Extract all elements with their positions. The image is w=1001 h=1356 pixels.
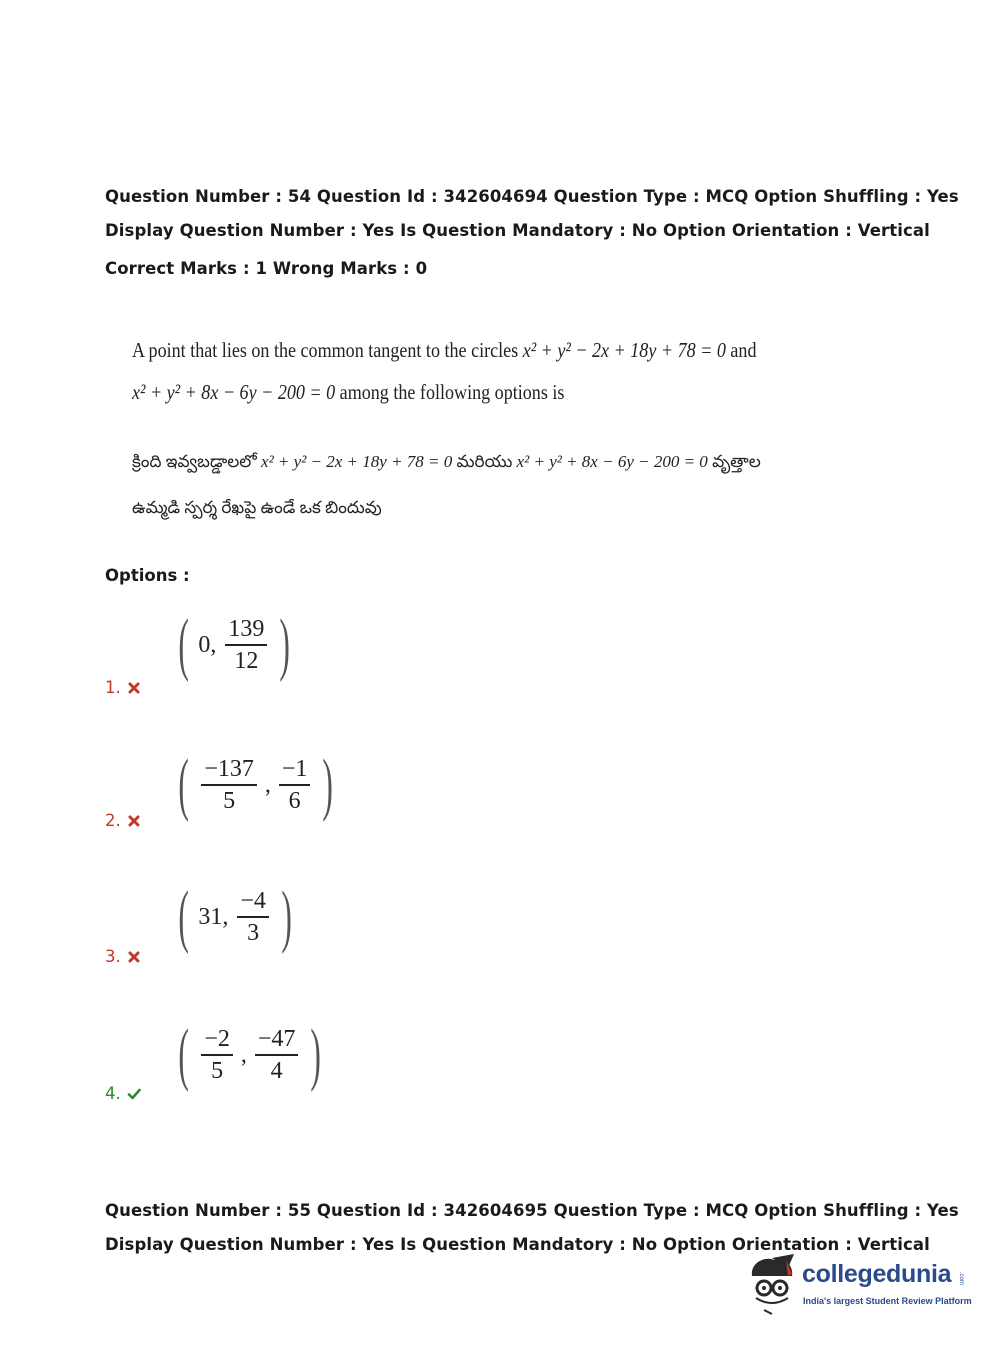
circle-equation-1: x² + y² − 2x + 18y + 78 = 0 bbox=[522, 338, 726, 362]
right-paren: ) bbox=[279, 606, 291, 683]
question-text-telugu-line-2: ఉమ్మడి స్పర్శ రేఖపై ఉండే ఒక బిందువు bbox=[132, 498, 382, 517]
left-paren: ( bbox=[178, 746, 189, 823]
fraction: $\frac{-137}{5}$ bbox=[201, 754, 257, 816]
option-2-math: ( $\frac{-137}{5}$ , $\frac{-1}{6}$ ) bbox=[178, 746, 334, 823]
mascot-icon bbox=[742, 1254, 804, 1316]
left-paren: ( bbox=[178, 1016, 189, 1093]
collegedunia-logo bbox=[742, 1254, 972, 1314]
left-paren: ( bbox=[178, 606, 189, 683]
question-marks-line: Correct Marks : 1 Wrong Marks : 0 bbox=[105, 259, 428, 278]
right-paren: ) bbox=[310, 1016, 322, 1093]
option-1-math: ( 0, $\frac{139}{12}$ ) bbox=[178, 606, 291, 683]
logo-tagline: India's largest Student Review Platform bbox=[803, 1296, 972, 1306]
question-meta-line-1: Question Number : 54 Question Id : 342604694 Question Type : MCQ Option Shuffling : Yes bbox=[105, 187, 959, 206]
fraction: $\frac{-47}{4}$ bbox=[255, 1024, 299, 1086]
left-paren: ( bbox=[178, 878, 189, 955]
right-paren: ) bbox=[322, 746, 334, 823]
option-3-label[interactable]: 3. bbox=[105, 947, 141, 966]
wrong-cross-icon bbox=[127, 681, 141, 695]
option-3-math: ( 31, $\frac{-4}{3}$ ) bbox=[178, 878, 292, 955]
logo-com: .com bbox=[958, 1272, 964, 1286]
question-text-telugu-line-1: క్రింది ఇవ్వబడ్డాలలో x² + y² − 2x + 18y + 78 = 0 మరియు x² + y² + 8x − 6y − 200 = 0 వృత్తాల bbox=[132, 452, 761, 471]
next-question-meta-line-2: Display Question Number : Yes Is Question Mandatory : No Option Orientation : Vertical bbox=[105, 1235, 930, 1254]
fraction: $\frac{-2}{5}$ bbox=[201, 1024, 233, 1086]
fraction: $\frac{-4}{3}$ bbox=[237, 886, 269, 948]
fraction: $\frac{139}{12}$ bbox=[225, 614, 267, 676]
question-meta-line-2: Display Question Number : Yes Is Question Mandatory : No Option Orientation : Vertical bbox=[105, 221, 930, 240]
question-text-english-line-2: x² + y² + 8x − 6y − 200 = 0 among the following options is bbox=[132, 380, 565, 404]
wrong-cross-icon bbox=[127, 950, 141, 964]
option-1-label[interactable]: 1. bbox=[105, 678, 141, 697]
fraction: $\frac{-1}{6}$ bbox=[279, 754, 311, 816]
option-4-label[interactable]: 4. bbox=[105, 1084, 141, 1103]
question-text-english-line-1: A point that lies on the common tangent to the circles x² + y² − 2x + 18y + 78 = 0 and bbox=[132, 338, 757, 362]
next-question-meta-line-1: Question Number : 55 Question Id : 342604695 Question Type : MCQ Option Shuffling : Yes bbox=[105, 1201, 959, 1220]
wrong-cross-icon bbox=[127, 814, 141, 828]
option-2-label[interactable]: 2. bbox=[105, 811, 141, 830]
right-paren: ) bbox=[281, 878, 292, 955]
logo-wordmark: collegedunia bbox=[802, 1260, 952, 1288]
circle-equation-2: x² + y² + 8x − 6y − 200 = 0 bbox=[132, 380, 336, 404]
correct-check-icon bbox=[127, 1087, 141, 1101]
option-4-math: ( $\frac{-2}{5}$ , $\frac{-47}{4}$ ) bbox=[178, 1016, 322, 1093]
options-label: Options : bbox=[105, 566, 190, 585]
